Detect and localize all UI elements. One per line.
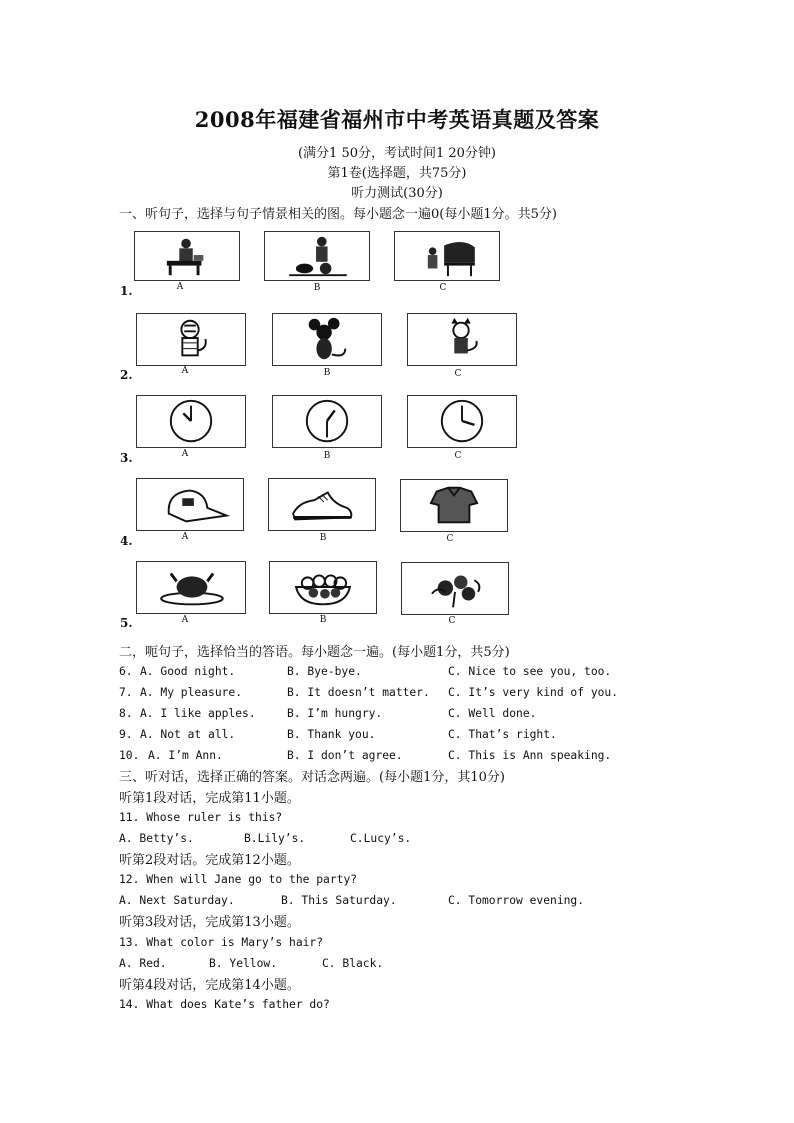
row1-label-a: A — [176, 282, 184, 292]
row1-label-b: B — [313, 283, 321, 293]
row3-label-b: B — [323, 451, 331, 461]
cat-icon — [408, 314, 516, 365]
mouse-icon — [273, 314, 381, 365]
q10-option-a: A. I’m Ann. — [148, 749, 223, 762]
q13-option-b: B. Yellow. — [209, 957, 278, 970]
q9-number: 9. — [119, 728, 133, 741]
q11-option-c: C.Lucy’s. — [350, 832, 412, 845]
roast-chicken-icon — [137, 562, 245, 613]
row3-picture-a — [136, 395, 246, 448]
row2-number: 2. — [120, 368, 133, 382]
q12-question: 12. When will Jane go to the party? — [119, 873, 358, 886]
row5-number: 5. — [120, 616, 133, 630]
q6-option-c: C. Nice to see you, too. — [448, 665, 612, 678]
row4-picture-a — [136, 478, 244, 531]
dialog-1-instruction: 听第1段对话，完成第11小题。 — [119, 791, 300, 806]
q10-option-b: B. I don’t agree. — [287, 749, 403, 762]
row1-picture-c — [394, 231, 500, 281]
row4-number: 4. — [120, 534, 133, 548]
q11-question: 11. Whose ruler is this? — [119, 811, 283, 824]
q10-option-c: C. This is Ann speaking. — [448, 749, 612, 762]
q7-option-b: B. It doesn’t matter. — [287, 686, 430, 699]
q6-option-a: A. Good night. — [140, 665, 236, 678]
page-title: 2008年福建省福州市中考英语真题及答案 — [194, 107, 600, 132]
person-at-desk-icon — [135, 232, 239, 280]
dialog-3-instruction: 听第3段对话，完成第13小题。 — [119, 915, 300, 930]
row4-picture-c — [400, 479, 508, 532]
person-at-piano-icon — [395, 232, 499, 280]
row1-picture-a — [134, 231, 240, 281]
row2-picture-b — [272, 313, 382, 366]
q9-option-c: C. That’s right. — [448, 728, 557, 741]
q6-number: 6. — [119, 665, 133, 678]
row5-label-c: C — [448, 616, 456, 626]
row5-picture-b — [269, 561, 377, 614]
row1-number: 1. — [120, 284, 133, 298]
row5-label-a: A — [181, 615, 189, 625]
row3-picture-b — [272, 395, 382, 448]
row2-label-c: C — [454, 369, 462, 379]
q14-question: 14. What does Kate’s father do? — [119, 998, 330, 1011]
q9-option-b: B. Thank you. — [287, 728, 376, 741]
section-3-heading: 三、听对话，选择正确的答案。对话念两遍。(每小题1分，其10分) — [119, 770, 505, 785]
row2-picture-c — [407, 313, 517, 366]
q13-question: 13. What color is Mary’s hair? — [119, 936, 324, 949]
clock-icon — [273, 396, 381, 447]
row3-label-a: A — [181, 449, 189, 459]
q8-number: 8. — [119, 707, 133, 720]
q7-option-c: C. It’s very kind of you. — [448, 686, 619, 699]
shirt-icon — [401, 480, 507, 531]
q12-option-a: A. Next Saturday. — [119, 894, 235, 907]
q13-option-c: C. Black. — [322, 957, 384, 970]
flowers-icon — [402, 563, 508, 614]
q7-number: 7. — [119, 686, 133, 699]
q11-option-b: B.Lily’s. — [244, 832, 306, 845]
volume-info: 第1卷(选择题，共75分) — [327, 166, 467, 181]
section-1-heading: 一、听句子，选择与句子情景相关的图。每小题念一遍0(每小题1分。共5分) — [119, 207, 557, 222]
q11-option-a: A. Betty’s. — [119, 832, 194, 845]
q8-option-a: A. I like apples. — [140, 707, 256, 720]
q13-option-a: A. Red. — [119, 957, 167, 970]
dialog-4-instruction: 听第4段对话，完成第14小题。 — [119, 978, 300, 993]
row4-picture-b — [268, 478, 376, 531]
row5-picture-a — [136, 561, 246, 614]
sneaker-icon — [269, 479, 375, 530]
row4-label-b: B — [319, 533, 327, 543]
row2-label-b: B — [323, 368, 331, 378]
dialog-2-instruction: 听第2段对话。完成第12小题。 — [119, 853, 300, 868]
listening-header: 听力测试(30分) — [351, 186, 443, 201]
cap-icon — [137, 479, 243, 530]
section-2-heading: 二，呃句子，选择恰当的答语。每小题念一遍。(每小题1分，共5分) — [119, 645, 510, 660]
row4-label-c: C — [446, 534, 454, 544]
row5-label-b: B — [319, 615, 327, 625]
row3-picture-c — [407, 395, 517, 448]
row5-picture-c — [401, 562, 509, 615]
person-cooking-icon — [265, 232, 369, 280]
q8-option-b: B. I’m hungry. — [287, 707, 383, 720]
row3-number: 3. — [120, 451, 133, 465]
clock-icon — [137, 396, 245, 447]
row2-label-a: A — [181, 366, 189, 376]
q7-option-a: A. My pleasure. — [140, 686, 243, 699]
q12-option-b: B. This Saturday. — [281, 894, 397, 907]
tiger-icon — [137, 314, 245, 365]
q6-option-b: B. Bye-bye. — [287, 665, 362, 678]
row1-label-c: C — [439, 283, 447, 293]
clock-icon — [408, 396, 516, 447]
score-info: (满分1 50分，考试时间1 20分钟) — [297, 146, 497, 161]
fruit-basket-icon — [270, 562, 376, 613]
row1-picture-b — [264, 231, 370, 281]
row2-picture-a — [136, 313, 246, 366]
q9-option-a: A. Not at all. — [140, 728, 236, 741]
q10-number: 10. — [119, 749, 140, 762]
q12-option-c: C. Tomorrow evening. — [448, 894, 585, 907]
row3-label-c: C — [454, 451, 462, 461]
row4-label-a: A — [181, 532, 189, 542]
q8-option-c: C. Well done. — [448, 707, 537, 720]
